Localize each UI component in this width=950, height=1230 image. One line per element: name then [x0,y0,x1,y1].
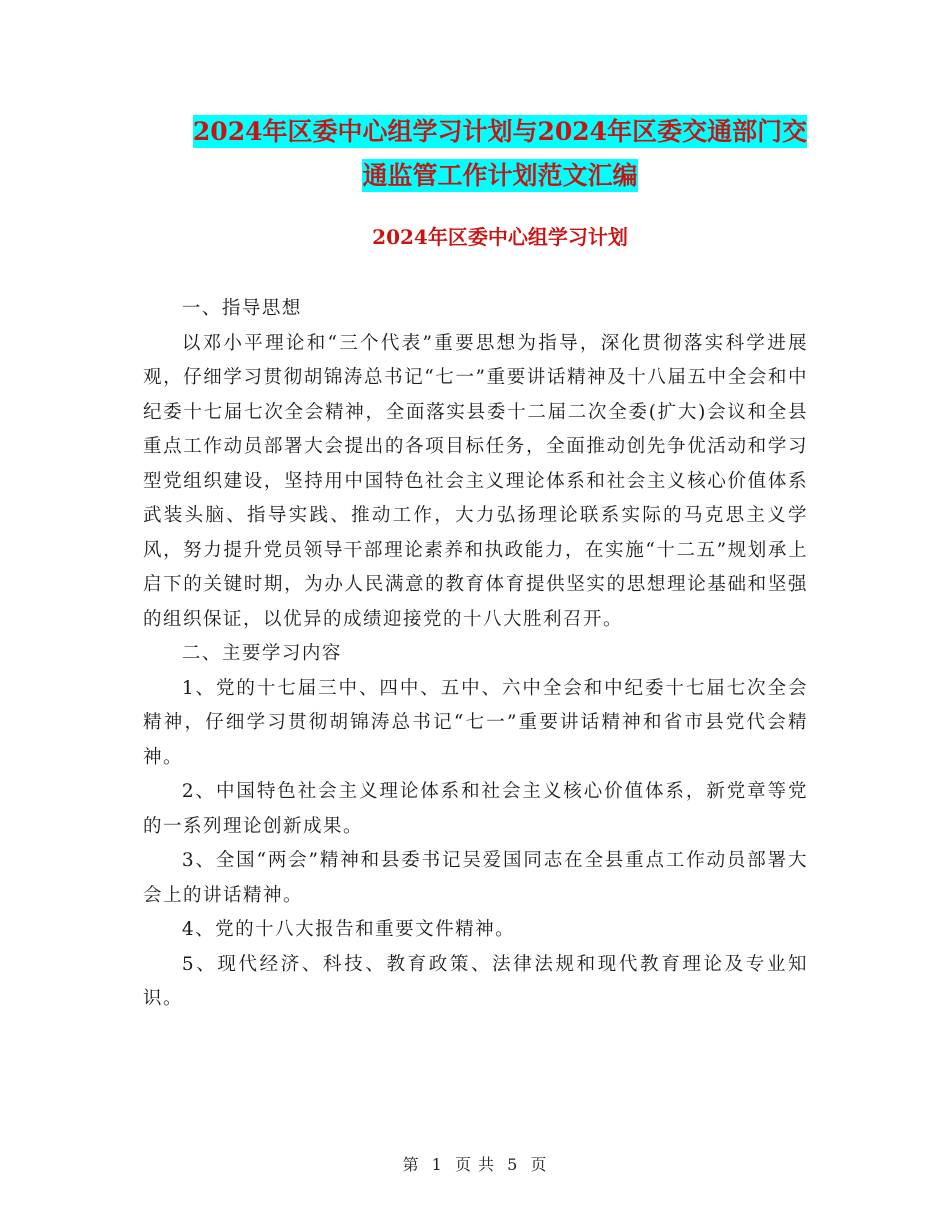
document-title [140,110,860,198]
footer-middle: 页 共 [454,1155,496,1174]
list-item-1: 1、党的十七届三中、四中、五中、六中全会和中纪委十七届七次全会精神，仔细学习贯彻胡锦涛总书记“七一”重要讲话精神和省市县党代会精神。 [143,677,808,768]
title-line-2: 通监管工作计划范文汇编 [362,161,638,190]
title-line-1: 2024年区委中心组学习计划与2024年区委交通部门交 [192,117,808,146]
paragraph-guiding-ideology: 以邓小平理论和“三个代表”重要思想为指导，深化贯彻落实科学进展观，仔细学习贯彻胡锦涛总书记“七一”重要讲话精神及十八届五中全会和中纪委十七届七次全会精神，全面落实县委十二届二次全委(扩大)会议和全县重点工作动员部署大会提出的各项目标任务，全面推动创先争优活动和学习型党组织建设，坚持用中国特色社会主义理论体系和社会主义核心价值体系武装头脑、指导实践、推动工作，大力弘扬理论联系实际的马克思主义学风，努力提升党员领导干部理论素养和执政能力，在实施“十二五”规划承上启下的关键时期，为办人民满意的教育体育提供坚实的思想理论基础和坚强的组织保证，以优异的成绩迎接党的十八大胜利召开。 [143,332,808,630]
heading-main-content: 二、主要学习内容 [181,643,342,664]
list-item-3: 3、全国“两会”精神和县委书记吴爱国同志在全县重点工作动员部署大会上的讲话精神。 [143,850,808,906]
list-item-4: 4、党的十八大报告和重要文件精神。 [181,919,516,940]
footer-page-number: 1 [431,1155,443,1174]
footer-total-pages: 5 [507,1155,519,1174]
page-footer [0,1152,950,1175]
footer-suffix: 页 [530,1155,548,1174]
footer-prefix: 第 [402,1155,420,1174]
list-item-5: 5、现代经济、科技、教育政策、法律法规和现代教育理论及专业知识。 [143,953,808,1009]
list-item-2: 2、中国特色社会主义理论体系和社会主义核心价值体系，新党章等党的一系列理论创新成果。 [143,781,808,837]
section-title: 2024年区委中心组学习计划 [372,225,628,249]
heading-guiding-ideology: 一、指导思想 [181,298,302,319]
document-body [143,292,808,1017]
